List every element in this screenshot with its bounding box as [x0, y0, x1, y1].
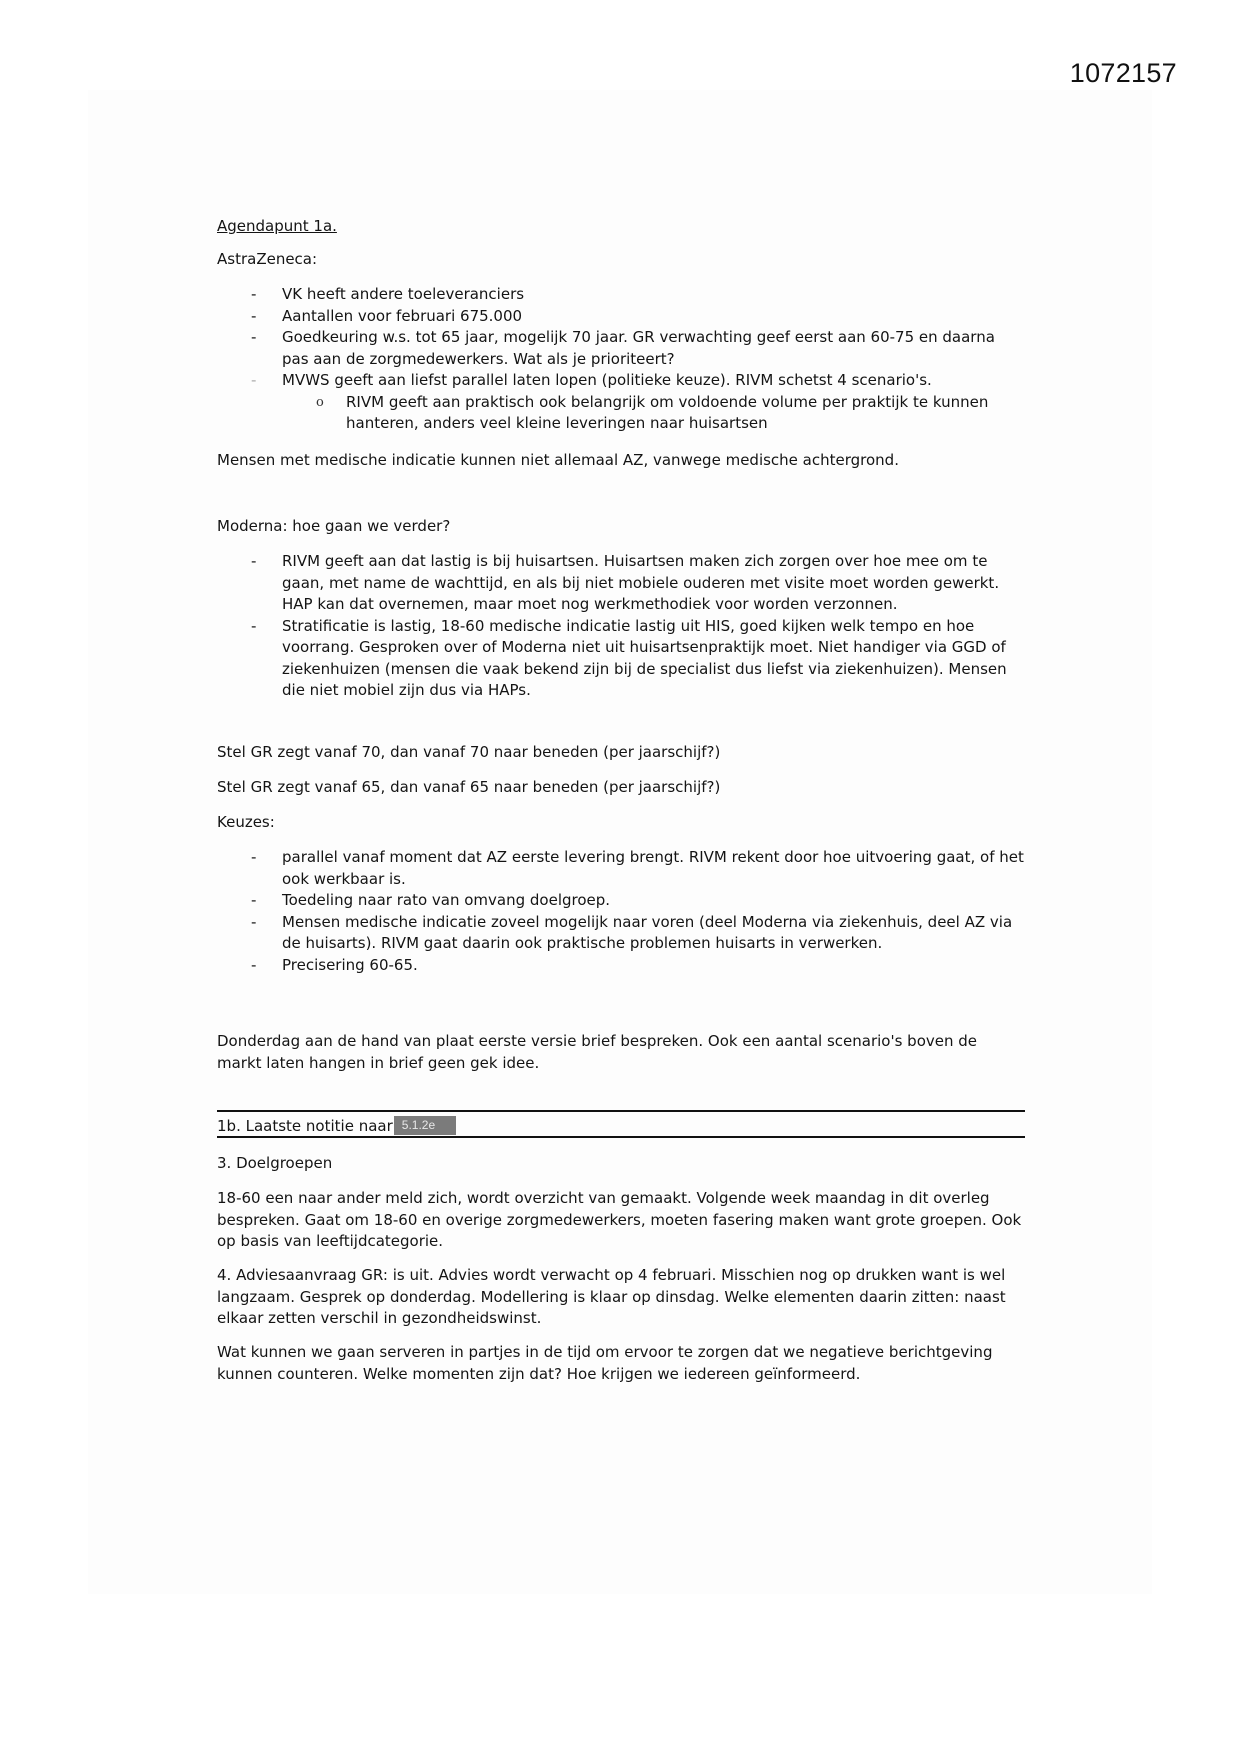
keuzes-bullet-list	[217, 847, 1025, 976]
astrazeneca-sub-list	[282, 392, 1025, 435]
dash-bullet-icon: -	[251, 955, 257, 974]
dash-bullet-icon: -	[251, 306, 257, 325]
moderna-bullet-list	[217, 551, 1025, 702]
document-id: 1072157	[1069, 58, 1177, 88]
agenda-heading: Agendapunt 1a.	[217, 217, 337, 235]
astrazeneca-title: AstraZeneca:	[217, 250, 318, 268]
list-item: - MVWS geeft aan liefst parallel laten lopen (politieke keuze). RIVM schetst 4 scenario's. o RIVM geeft aan praktisch ook belangrijk om voldoende volume per praktijk te kunnen hanteren, anders veel kleine leveringen naar huisartsen	[217, 370, 1025, 435]
sub-list-item: o RIVM geeft aan praktisch ook belangrijk om voldoende volume per praktijk te kunnen hanteren, anders veel kleine leveringen naar huisartsen	[316, 392, 989, 432]
list-item: - Aantallen voor februari 675.000	[217, 306, 1025, 328]
moderna-title: Moderna: hoe gaan we verder?	[217, 517, 451, 535]
doelgroepen-title: 3. Doelgroepen	[217, 1154, 333, 1172]
scenario-70-text: Stel GR zegt vanaf 70, dan vanaf 70 naar beneden (per jaarschijf?)	[217, 743, 721, 761]
list-item: - Mensen medische indicatie zoveel mogelijk naar voren (deel Moderna via ziekenhuis, deel AZ via de huisarts). RIVM gaat daarin ook praktische problemen huisarts in verwerken.	[251, 912, 1013, 952]
astrazeneca-note: Mensen met medische indicatie kunnen niet allemaal AZ, vanwege medische achtergrond.	[217, 451, 899, 469]
dash-bullet-icon: -	[251, 616, 257, 635]
redaction-block: 5.1.2e	[394, 1116, 456, 1135]
dash-bullet-icon: -	[251, 371, 257, 389]
doelgroepen-paragraph: 18-60 een naar ander meld zich, wordt overzicht van gemaakt. Volgende week maandag in dit overleg bespreken. Gaat om 18-60 en overige zorgmedewerkers, moeten fasering maken want grote groepen. Ook op basis van leeftijdcategorie.	[217, 1189, 1022, 1250]
dash-bullet-icon: -	[251, 328, 257, 346]
list-item: - VK heeft andere toeleveranciers	[217, 284, 1025, 306]
list-item: - Goedkeuring w.s. tot 65 jaar, mogelijk 70 jaar. GR verwachting geef eerst aan 60-75 en daarna pas aan de zorgmedewerkers. Wat als je prioriteert?	[251, 328, 995, 368]
list-item: - Toedeling naar rato van omvang doelgroep.	[217, 890, 1025, 912]
list-item: - Stratificatie is lastig, 18-60 medische indicatie lastig uit HIS, goed kijken welk tempo en hoe voorrang. Gesproken over of Moderna niet uit huisartsenpraktijk moet. Niet handiger via GGD of ziekenhuizen (mensen die vaak bekend zijn bij de specialist dus liefst via ziekenhuizen). Mensen die niet mobiel zijn dus via HAPs.	[251, 616, 1007, 699]
donderdag-paragraph: Donderdag aan de hand van plaat eerste versie brief bespreken. Ook een aantal scenario's boven de markt laten hangen in brief geen gek idee.	[217, 1032, 978, 1072]
dash-bullet-icon: -	[251, 912, 257, 931]
section-divider-top	[217, 1110, 1025, 1112]
adviesaanvraag-paragraph: 4. Adviesaanvraag GR: is uit. Advies wordt verwacht op 4 februari. Misschien nog op drukken want is wel langzaam. Gesprek op donderdag. Modellering is klaar op dinsdag. Welke elementen daarin zitten: naast elkaar zetten verschil in gezondheidswinst.	[217, 1266, 1006, 1327]
scenario-65-text: Stel GR zegt vanaf 65, dan vanaf 65 naar beneden (per jaarschijf?)	[217, 778, 721, 796]
dash-bullet-icon: -	[251, 552, 257, 570]
keuzes-title: Keuzes:	[217, 813, 275, 831]
astrazeneca-bullet-list	[217, 284, 1025, 435]
list-item: - parallel vanaf moment dat AZ eerste levering brengt. RIVM rekent door hoe uitvoering gaat, of het ook werkbaar is.	[251, 848, 1024, 888]
section-1b-heading: 1b. Laatste notitie naar 5.1.2e	[217, 1116, 456, 1138]
communicatie-paragraph: Wat kunnen we gaan serveren in partjes in de tijd om ervoor te zorgen dat we negatieve berichtgeving kunnen counteren. Welke momenten zijn dat? Hoe krijgen we iedereen geïnformeerd.	[217, 1343, 993, 1383]
list-item: - Precisering 60-65.	[217, 955, 1025, 977]
circle-bullet-icon: o	[316, 394, 324, 410]
dash-bullet-icon: -	[251, 848, 257, 866]
section-divider-bottom	[217, 1136, 1025, 1138]
dash-bullet-icon: -	[251, 891, 257, 909]
dash-bullet-icon: -	[251, 285, 257, 303]
list-item: - RIVM geeft aan dat lastig is bij huisartsen. Huisartsen maken zich zorgen over hoe mee om te gaan, met name de wachttijd, en als bij niet mobiele ouderen met visite moet worden gewerkt. HAP kan dat overnemen, maar moet nog werkmethodiek voor worden verzonnen.	[251, 552, 1000, 613]
